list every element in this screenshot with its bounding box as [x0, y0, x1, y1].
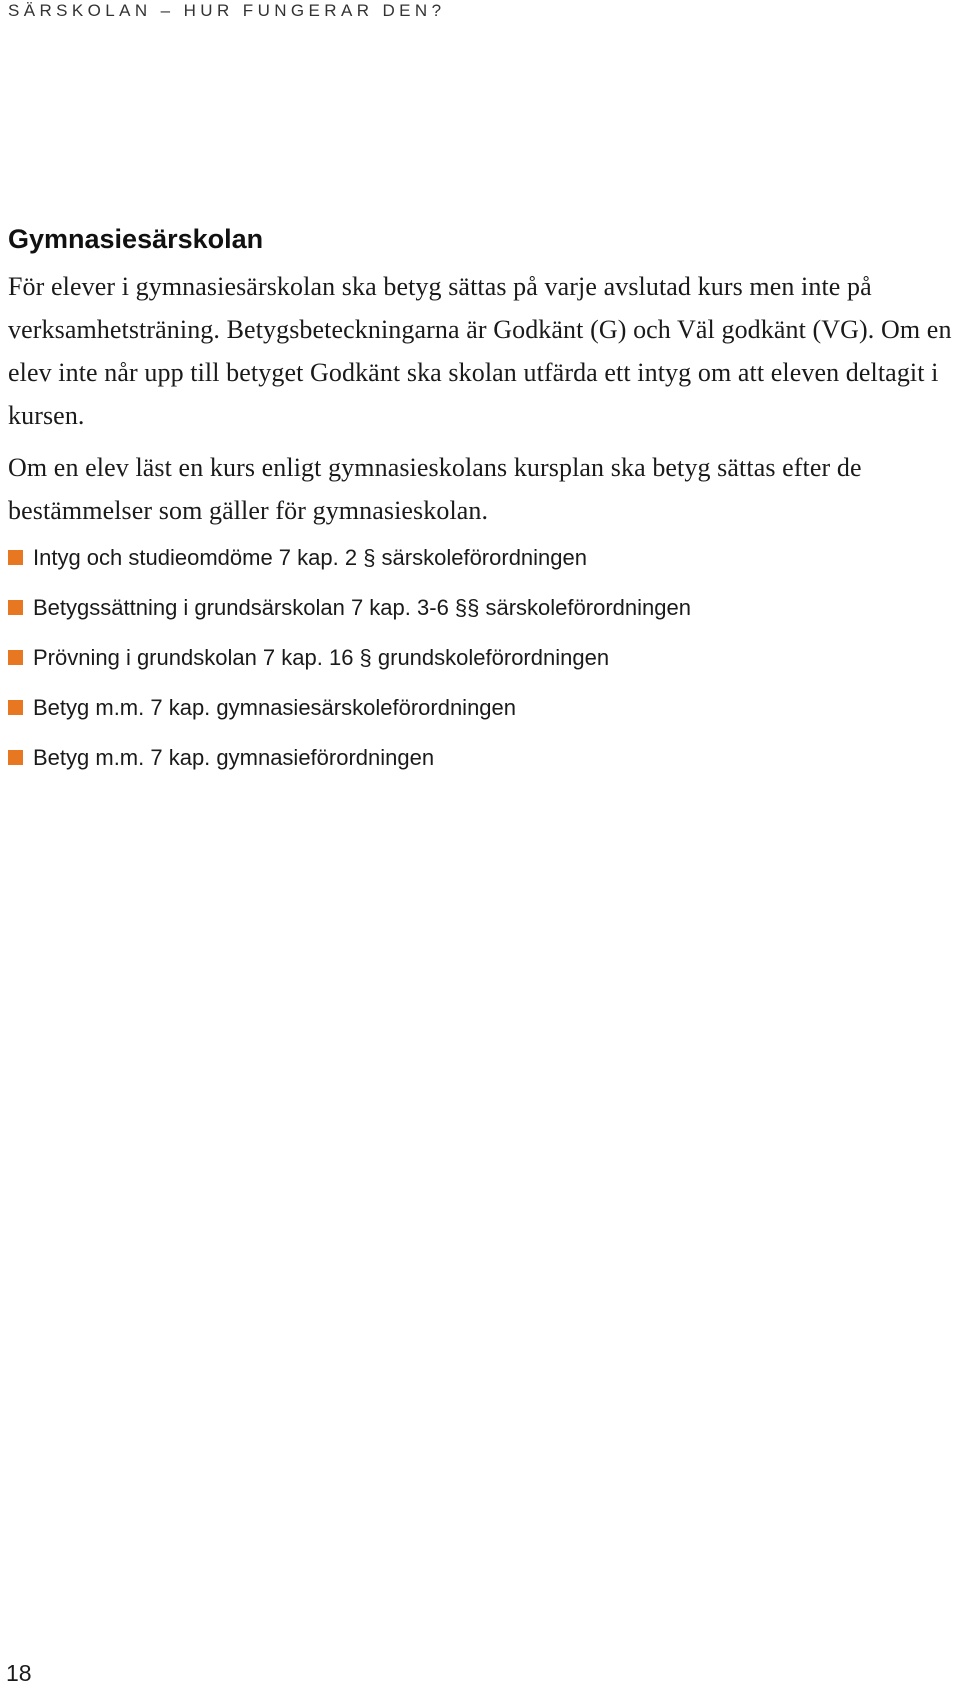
reference-text: Betyg m.m. 7 kap. gymnasieförordningen — [33, 745, 435, 770]
reference-item — [8, 533, 958, 583]
square-bullet-icon — [8, 650, 23, 665]
reference-text: Intyg och studieomdöme 7 kap. 2 § särskoleförordningen — [33, 545, 587, 570]
body-paragraph: Om en elev läst en kurs enligt gymnasieskolans kursplan ska betyg sättas efter de bestämmelser som gäller för gymnasieskolan. — [8, 453, 862, 525]
square-bullet-icon — [8, 700, 23, 715]
square-bullet-icon — [8, 600, 23, 615]
section-heading: Gymnasiesärskolan — [8, 224, 264, 254]
body-paragraph: För elever i gymnasiesärskolan ska betyg sättas på varje avslutad kurs men inte på verksamhetsträning. Betygsbeteckningarna är Godkänt (G) och Väl godkänt (VG). Om en elev inte når upp till betyget Godkänt ska skolan utfärda ett intyg om att eleven deltagit i kursen. — [8, 272, 952, 430]
reference-text: Prövning i grundskolan 7 kap. 16 § grundskoleförordningen — [33, 645, 610, 670]
reference-item — [8, 583, 958, 633]
reference-item — [8, 733, 958, 783]
square-bullet-icon — [8, 550, 23, 565]
reference-text: Betygssättning i grundsärskolan 7 kap. 3-6 §§ särskoleförordningen — [33, 595, 691, 620]
reference-item — [8, 633, 958, 683]
running-header: SÄRSKOLAN – HUR FUNGERAR DEN? — [8, 1, 446, 20]
reference-list — [8, 533, 958, 783]
page-number: 18 — [6, 1660, 32, 1686]
square-bullet-icon — [8, 750, 23, 765]
reference-text: Betyg m.m. 7 kap. gymnasiesärskoleförordningen — [33, 695, 517, 720]
reference-item — [8, 683, 958, 733]
main-content — [8, 222, 958, 783]
